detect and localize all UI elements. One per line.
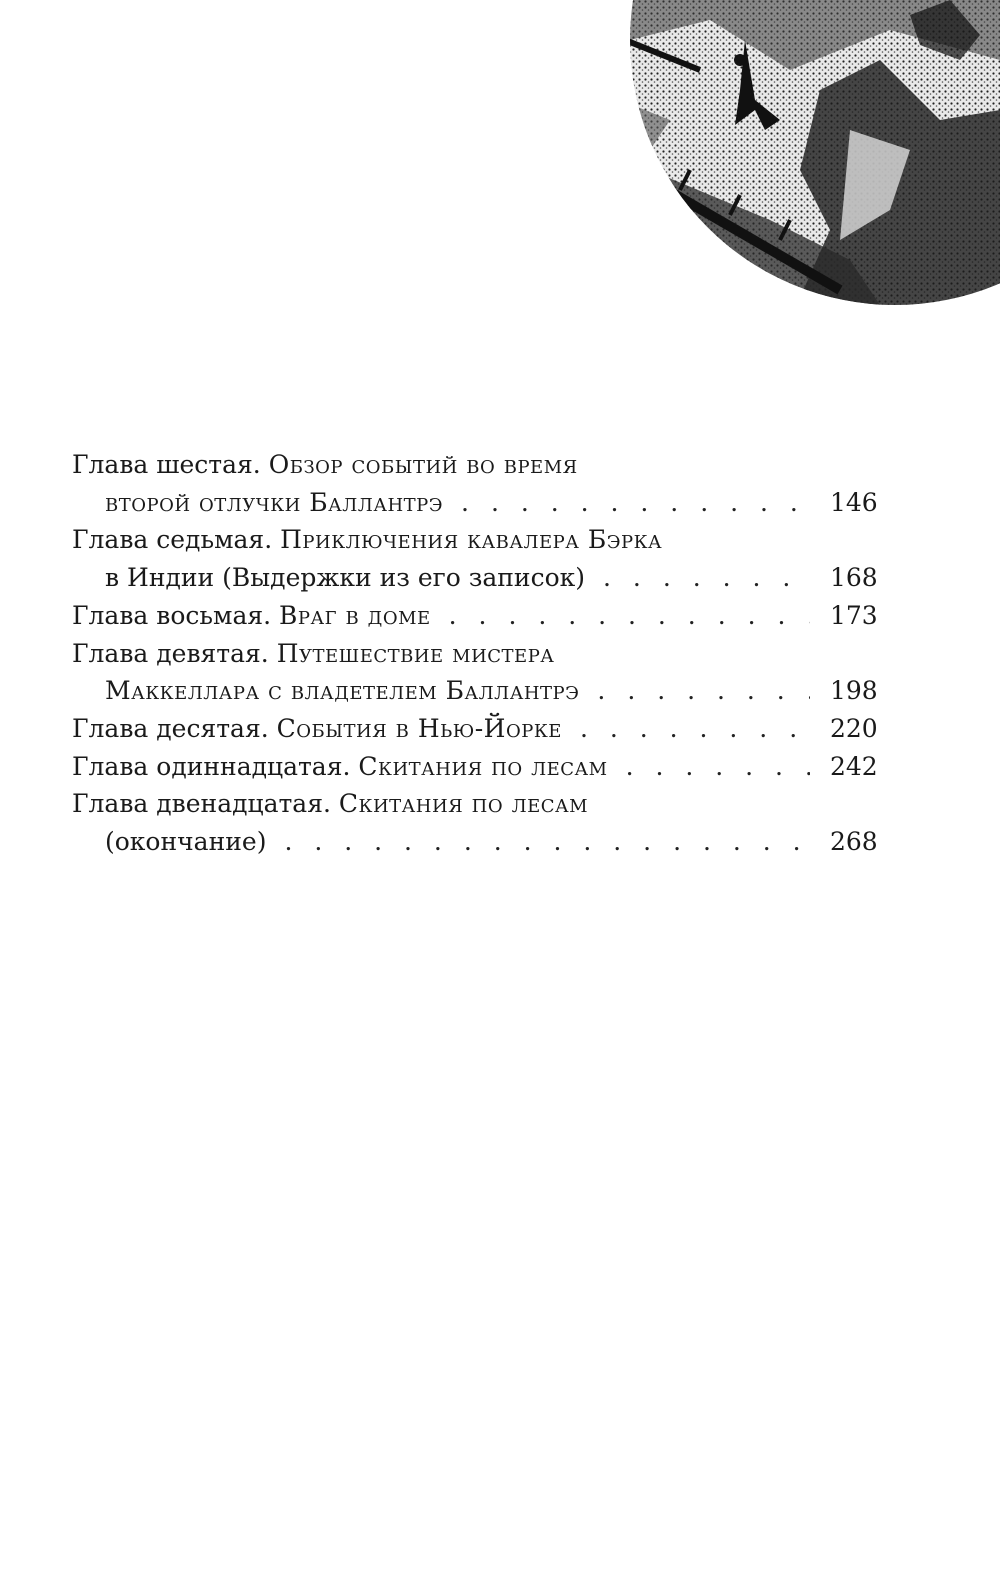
chapter-label: Глава двенадцатая. — [72, 789, 331, 819]
dot-leader — [284, 823, 810, 861]
toc-entry-chapter-10 — [72, 710, 882, 748]
page-number: 173 — [830, 600, 878, 630]
toc-line — [72, 635, 882, 673]
chapter-title: Скитания по лесам — [338, 789, 589, 819]
chapter-title: Маккеллара с владетелем Баллантрэ — [105, 676, 580, 706]
chapter-title: Приключения кавалера Бэрка — [280, 525, 663, 555]
toc-entry-chapter-7 — [72, 521, 882, 596]
forest-engraving-image — [590, 0, 1000, 320]
dot-leader — [449, 597, 810, 635]
chapter-title: Путешествие мистера — [276, 638, 555, 668]
chapter-subtitle: (окончание) — [105, 827, 267, 857]
page-number: 198 — [830, 676, 878, 706]
toc-entry-chapter-9 — [72, 635, 882, 710]
dot-leader — [597, 672, 810, 710]
page-number: 168 — [830, 563, 878, 593]
dot-leader — [603, 559, 810, 597]
toc-line — [72, 748, 882, 786]
toc-line — [72, 521, 882, 559]
toc-line — [72, 672, 882, 710]
toc-line — [72, 446, 882, 484]
chapter-title: События в Нью-Йорке — [276, 713, 562, 743]
chapter-subtitle: в Индии (Выдержки из его записок) — [105, 563, 586, 593]
chapter-title: Обзор событий во время — [268, 450, 578, 479]
toc-entry-chapter-6 — [72, 446, 882, 521]
toc-line — [72, 484, 882, 522]
chapter-label: Глава десятая. — [72, 713, 269, 743]
toc-entry-chapter-11 — [72, 748, 882, 786]
toc-line — [72, 597, 882, 635]
chapter-title: Скитания по лесам — [358, 751, 608, 781]
page-number: 242 — [830, 751, 878, 781]
chapter-label: Глава шестая. — [72, 450, 261, 479]
dot-leader — [580, 710, 810, 748]
chapter-label: Глава седьмая. — [72, 525, 273, 555]
toc-line — [72, 559, 882, 597]
chapter-label: Глава девятая. — [72, 638, 269, 668]
toc-entry-chapter-12 — [72, 785, 882, 860]
toc-entry-chapter-8 — [72, 597, 882, 635]
engraving-forest-vignette-icon — [590, 0, 1000, 320]
page-number: 146 — [830, 487, 878, 517]
chapter-title: Враг в доме — [279, 600, 431, 630]
table-of-contents — [72, 446, 882, 861]
page-number: 268 — [830, 827, 878, 857]
toc-line — [72, 710, 882, 748]
toc-line — [72, 785, 882, 823]
chapter-label: Глава восьмая. — [72, 600, 272, 630]
page-number: 220 — [830, 713, 878, 743]
dot-leader — [626, 748, 810, 786]
toc-line — [72, 823, 882, 861]
chapter-title: второй отлучки Баллантрэ — [105, 487, 444, 517]
chapter-label: Глава одиннадцатая. — [72, 751, 351, 781]
dot-leader — [461, 484, 810, 522]
